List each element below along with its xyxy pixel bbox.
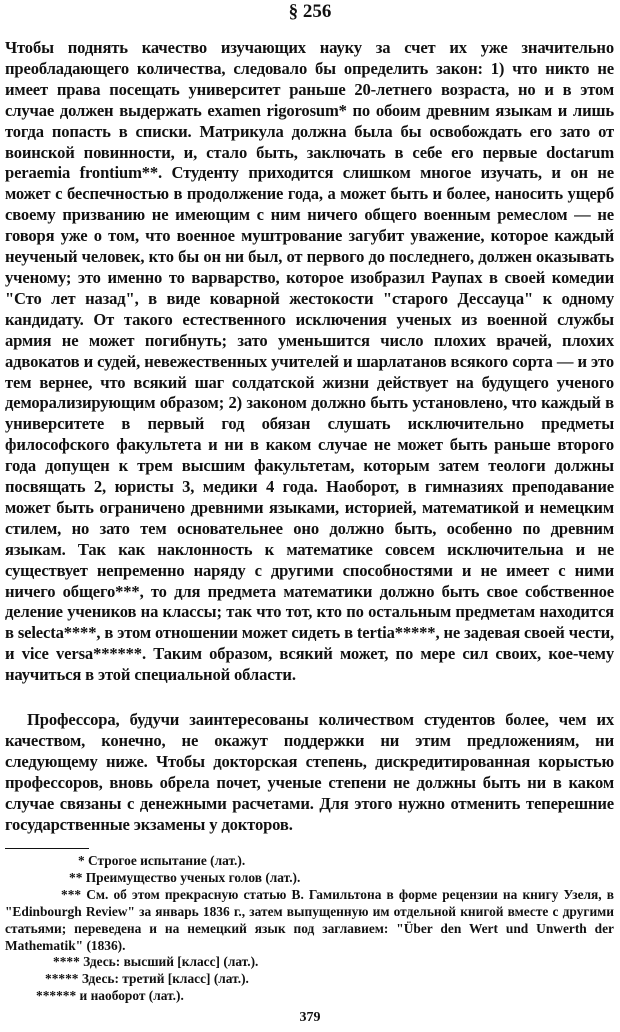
second-paragraph-block (5, 710, 614, 835)
section-number: § 256 (288, 1, 332, 22)
footnote-divider (5, 848, 89, 849)
footnote-3: *** См. об этом прекрасную статью В. Гамильтона в форме рецензии на книгу Узеля, в "Edinbourgh Review" за январь 1836 г., затем выпущенную им отдельной книгой вместе с другими статьями; переведена и на немецкий язык под заглавием: "Über den Wert und Unwerth der Mathematik" (1836). (5, 886, 614, 953)
footnotes (5, 853, 614, 1005)
page-number: 379 (299, 1010, 321, 1025)
footnote-6: ****** и наоборот (лат.). (36, 988, 184, 1004)
paragraph-2: Профессора, будучи заинтересованы количеством студентов более, чем их качеством, конечно, не окажут поддержки ни этим предложениям, ни следующему ниже. Чтобы докторская степень, дискредитированная корыстью профессоров, вновь обрела почет, ученые степени не должны быть ни в каком случае связаны с денежными расчетами. Для этого нужно отменить теперешние государственные экзамены у докторов. (5, 710, 614, 834)
footnote-1: * Строгое испытание (лат.). (78, 853, 246, 868)
footnote-4: **** Здесь: высший [класс] (лат.). (53, 954, 259, 970)
paragraph-1: Чтобы поднять качество изучающих науку за счет их уже значительно преобладающего количества, следовало бы определить закон: 1) что никто не имеет права посещать университет раньше 20-летнего возраста, но и в этом случае должен выдержать examen rigorosum* по обоим древним языкам и лишь тогда попасть в списки. Матрикула должна была бы освобождать его зато от воинской повинности, и, стало быть, заключать в себе его первые doctarum peraemia frontium**. Студенту приходится слишком многое изучать, и он не может с беспечностью в продолжение года, а может быть и более, наносить ущерб своему призванию не имеющим с ним ничего общего военным ремеслом — не говоря уже о том, что военное муштрование загубит уважение, которое каждый неученый человек, кто бы он ни был, от первого до последнего, должен оказывать ученому; это именно то варварство, которое изобразил Раупах в своей комедии "Сто лет назад", в виде коварной жестокости "старого Дессауца" к одному кандидату. От такого естественного исключения ученых из военной службы армия не может погибнуть; зато уменьшится число плохих врачей, плохих адвокатов и судей, невежественных учителей и шарлатанов всякого сорта — и это тем вернее, что всякий шаг солдатской жизни действует на будущего ученого деморализирующим образом; 2) законом должно быть установлено, что каждый в университете в первый год обязан слушать исключительно предметы философского факультета и ни в каком случае не может быть раньше второго года допущен к трем высшим факультетам, которым затем теологи должны посвящать 2, юристы 3, медики 4 года. Наоборот, в гимназиях преподавание может быть ограничено древними языками, историей, математикой и немецким стилем, но зато тем основательнее оно должно быть, особенно по древним языкам. Так как наклонность к математике совсем исключительна и не существует непременно наряду с другими способностями и не имеет с ними ничего общего***, то для предмета математики должно быть свое собственное деление учеников на классы; так что тот, кто по остальным предметам находится в selecta****, в этом отношении может сидеть в tertia*****, не задевая своей чести, и vice versa******. Таким образом, всякий может, по мере сил своих, кое-чему научиться в этой специальной области. (5, 38, 614, 685)
main-paragraph (5, 38, 614, 686)
footnote-2: ** Преимущество ученых голов (лат.). (69, 869, 301, 885)
footnote-5: ***** Здесь: третий [класс] (лат.). (45, 971, 249, 987)
